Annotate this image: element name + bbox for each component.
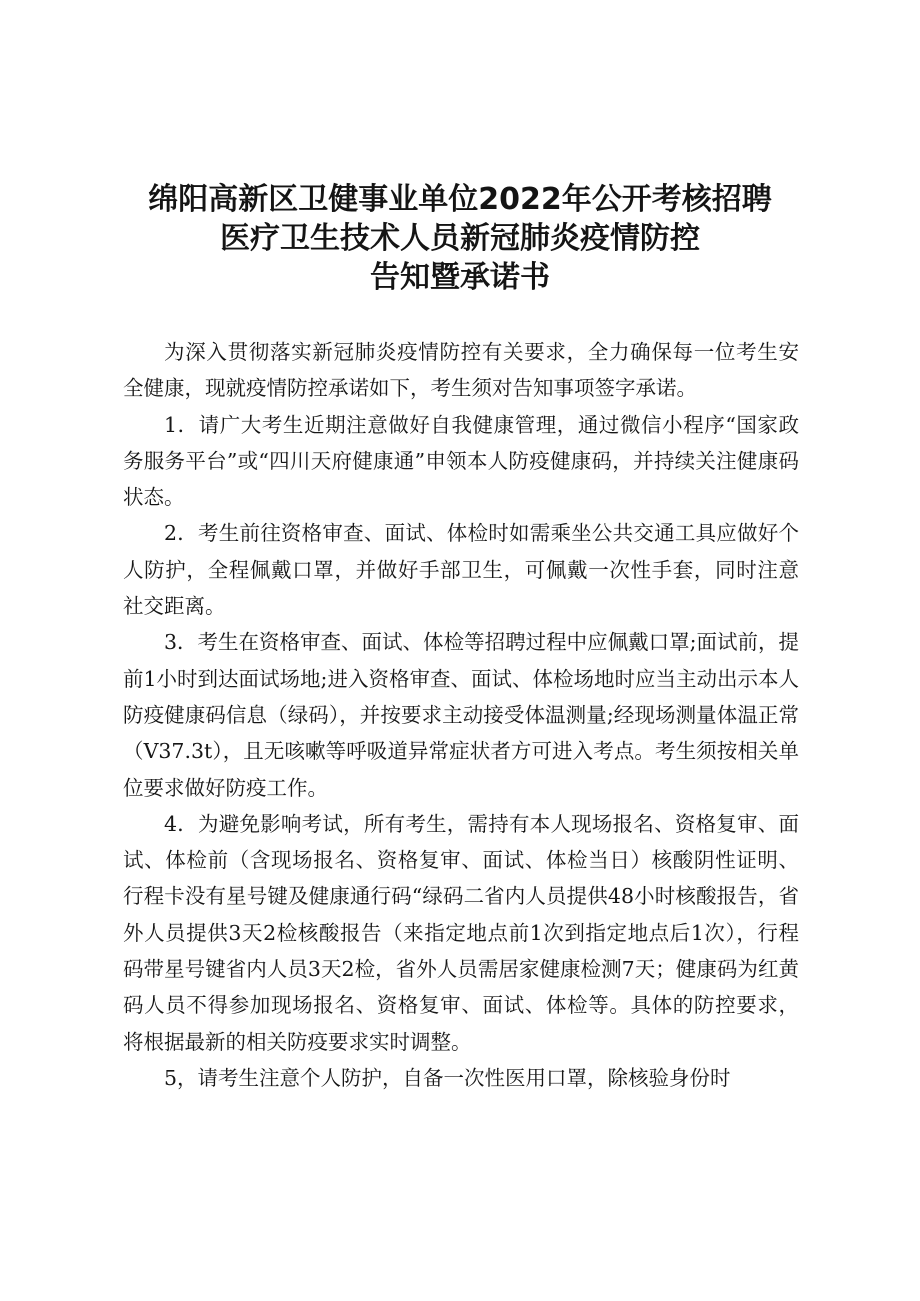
item-1-paragraph: 1．请广大考生近期注意做好自我健康管理，通过微信小程序“国家政务服务平台”或“四川天府健康通”申领本人防疫健康码，并持续关注健康码状态。 xyxy=(123,412,799,510)
intro-paragraph: 为深入贯彻落实新冠肺炎疫情防控有关要求，全力确保每一位考生安全健康，现就疫情防控承诺如下，考生须对告知事项签字承诺。 xyxy=(123,340,799,401)
title-line-1: 绵阳高新区卫健事业单位2022年公开考核招聘 xyxy=(148,182,772,217)
document-title xyxy=(100,180,820,297)
item-2-paragraph: 2．考生前往资格审查、面试、体检时如需乘坐公共交通工具应做好个人防护，全程佩戴口罩，并做好手部卫生，可佩戴一次性手套，同时注意社交距离。 xyxy=(123,521,799,619)
item-4-paragraph: 4．为避免影响考试，所有考生，需持有本人现场报名、资格复审、面试、体检前（含现场报名、资格复审、面试、体检当日）核酸阴性证明、行程卡没有星号键及健康通行码“绿码二省内人员提供48小时核酸报告，省外人员提供3天2检核酸报告（来指定地点前1次到指定地点后1次），行程码带星号键省内人员3天2检，省外人员需居家健康检测7天；健康码为红黄码人员不得参加现场报名、资格复审、面试、体检等。具体的防控要求，将根据最新的相关防疫要求实时调整。 xyxy=(123,811,799,1054)
title-line-2: 医疗卫生技术人员新冠肺炎疫情防控 xyxy=(220,221,700,256)
title-line-3: 告知暨承诺书 xyxy=(370,260,550,295)
item-3-paragraph: 3．考生在资格审查、面试、体检等招聘过程中应佩戴口罩;面试前，提前1小时到达面试场地;进入资格审查、面试、体检场地时应当主动出示本人防疫健康码信息（绿码），并按要求主动接受体温测量;经现场测量体温正常（V37.3t），且无咳嗽等呼吸道异常症状者方可进入考点。考生须按相关单位要求做好防疫工作。 xyxy=(123,630,799,800)
document-body xyxy=(123,334,799,1096)
item-5-paragraph: 5，请考生注意个人防护，自备一次性医用口罩，除核验身份时 xyxy=(164,1065,731,1090)
